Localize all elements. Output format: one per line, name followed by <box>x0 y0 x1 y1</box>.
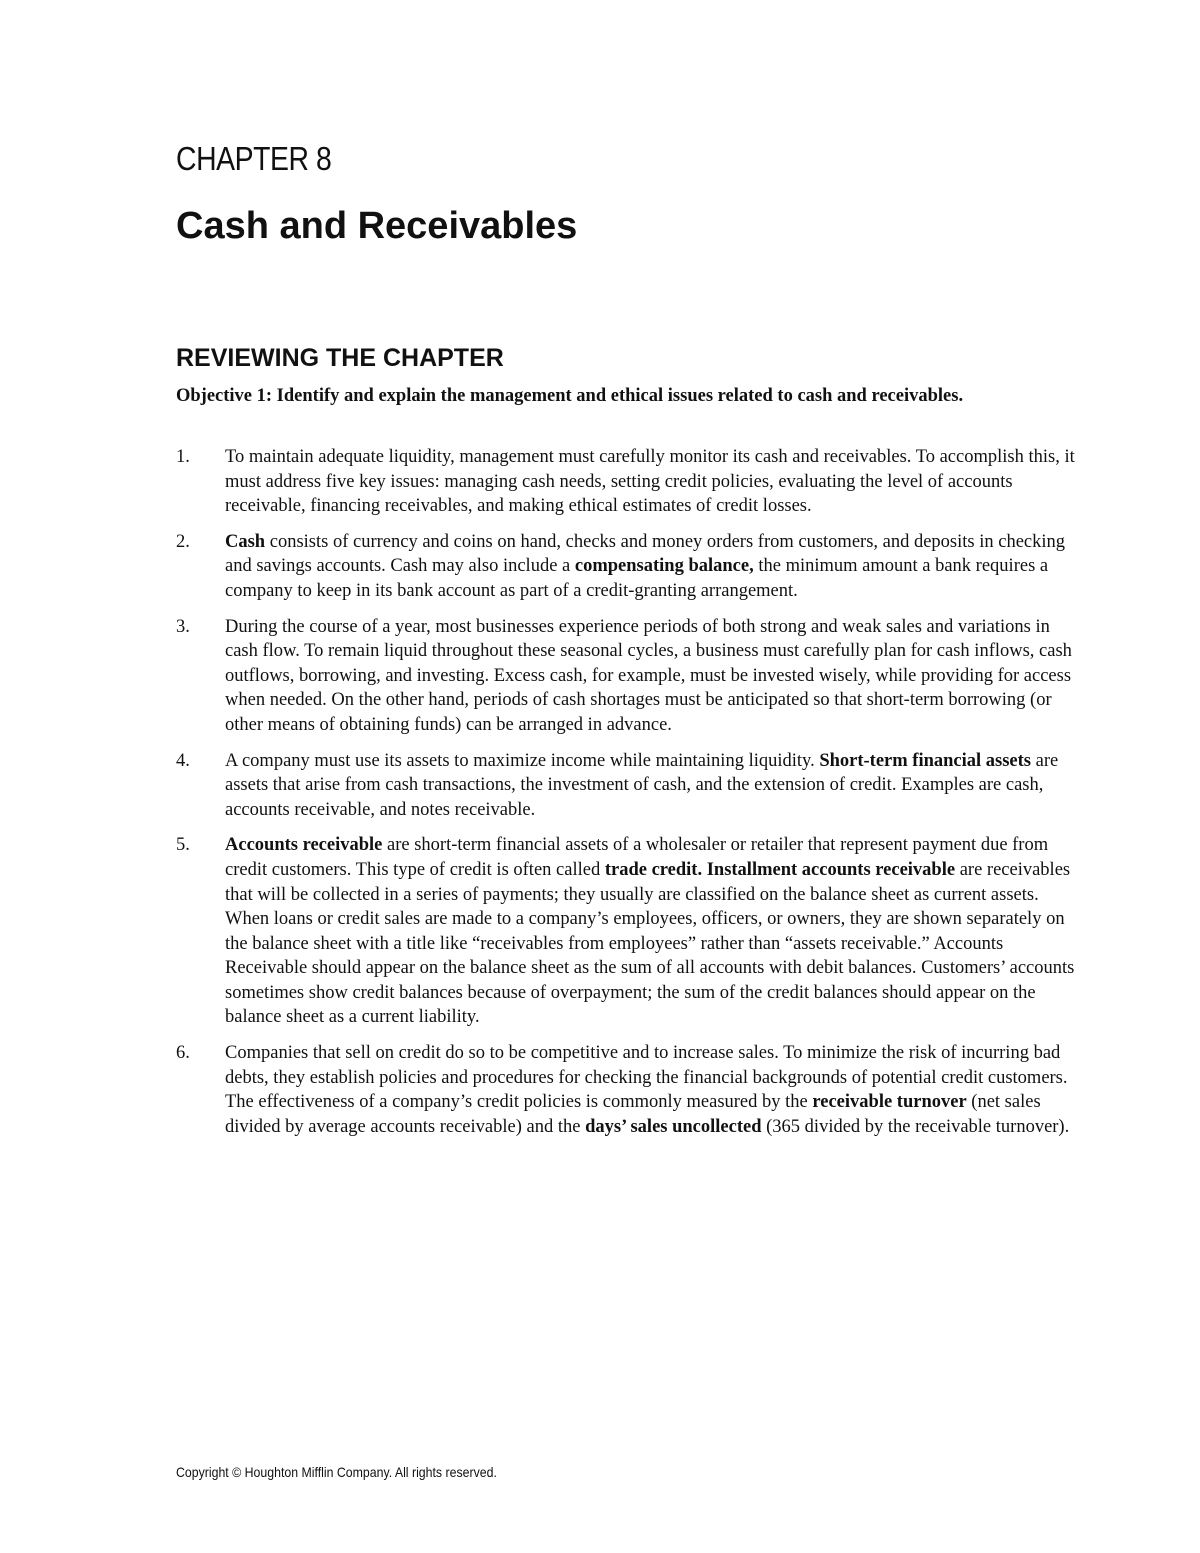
key-term: trade credit. Installment accounts receivable <box>604 859 956 880</box>
list-item <box>176 615 1081 738</box>
list-item-text: Companies that sell on credit do so to be competitive and to increase sales. To minimize the risk of incurring bad debts, they establish policies and procedures for checking the financial backgrounds of potential credit customers. The effectiveness of a company’s credit policies is commonly measured by the <box>225 1043 1068 1113</box>
list-item-number: 6. <box>176 1043 190 1064</box>
section-heading: REVIEWING THE CHAPTER <box>176 344 504 372</box>
list-item <box>176 833 1081 1030</box>
list-item-text: are short-term financial assets of a wholesaler or retailer that represent payment due from credit customers. This type of credit is often called <box>225 835 1049 880</box>
list-item-text: (365 divided by the receivable turnover). <box>761 1116 1070 1137</box>
list-item-text: To maintain adequate liquidity, management must carefully monitor its cash and receivables. To accomplish this, it must address five key issues: managing cash needs, setting credit policies, evaluating the level of accounts receivable, financing receivables, and making ethical estimates of credit losses. <box>225 447 1075 517</box>
numbered-list <box>176 445 1081 1150</box>
key-term: Cash <box>225 531 266 552</box>
list-item-text: (net sales divided by average accounts receivable) and the <box>225 1092 1041 1137</box>
chapter-title: Cash and Receivables <box>176 205 578 247</box>
list-item <box>176 445 1081 519</box>
list-item <box>176 749 1081 823</box>
list-item-text: consists of currency and coins on hand, checks and money orders from customers, and deposits in checking and savings accounts. Cash may also include a <box>225 531 1066 577</box>
key-term: Accounts receivable <box>225 835 383 856</box>
key-term: Short-term financial assets <box>819 750 1032 771</box>
list-item-text: are assets that arise from cash transactions, the investment of cash, and the extension of credit. Examples are cash, accounts receivable, and notes receivable. <box>225 750 1059 820</box>
list-item-number: 4. <box>176 750 190 771</box>
list-item-text: the minimum amount a bank requires a company to keep in its bank account as part of a credit-granting arrangement. <box>225 556 1049 601</box>
list-item-number: 1. <box>176 447 190 467</box>
list-item-number: 3. <box>176 616 190 637</box>
list-item-text: A company must use its assets to maximize income while maintaining liquidity. <box>225 750 820 771</box>
list-item-number: 2. <box>176 531 190 552</box>
key-term: compensating balance, <box>574 556 754 577</box>
objective-heading: Objective 1: Identify and explain the management and ethical issues related to cash and receivables. <box>176 386 964 406</box>
key-term: receivable turnover <box>812 1092 967 1113</box>
list-item-text: are receivables that will be collected in a series of payments; they usually are classified on the balance sheet as current assets. When loans or credit sales are made to a company’s employees, officers, or owners, they are shown separately on the balance sheet with a title like “receivables from employees” rather than “assets receivable.” Accounts Receivable should appear on the balance sheet as the sum of all accounts with debit balances. Customers’ accounts sometimes show credit balances because of overpayment; the sum of the credit balances should appear on the balance sheet as a current liability. <box>225 859 1075 1028</box>
copyright-footer: Copyright © Houghton Mifflin Company. All rights reserved. <box>176 1464 497 1480</box>
list-item-text: During the course of a year, most businesses experience periods of both strong and weak sales and variations in cash flow. To remain liquid throughout these seasonal cycles, a business must carefully plan for cash inflows, cash outflows, borrowing, and investing. Excess cash, for example, must be invested wisely, while providing for access when needed. On the other hand, periods of cash shortages must be anticipated so that short-term borrowing (or other means of obtaining funds) can be arranged in advance. <box>225 616 1072 735</box>
list-item <box>176 530 1081 604</box>
list-item <box>176 1041 1081 1139</box>
chapter-label: CHAPTER 8 <box>176 140 332 177</box>
list-item-number: 5. <box>176 835 190 856</box>
key-term: days’ sales uncollected <box>585 1116 762 1137</box>
